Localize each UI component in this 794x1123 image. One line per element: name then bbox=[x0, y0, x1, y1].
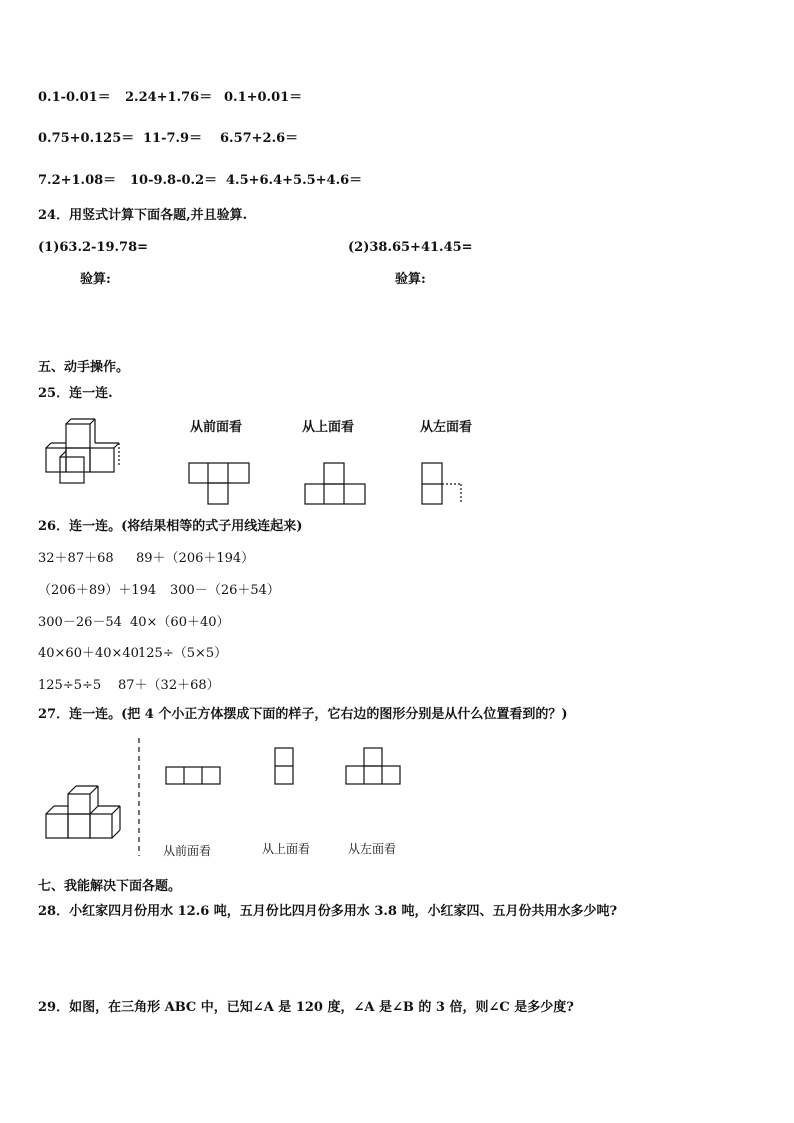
section-7-heading: 七、我能解决下面各题。 bbox=[38, 879, 182, 894]
q27-label-top: 从上面看 bbox=[262, 842, 311, 856]
q25-label-left: 从左面看 bbox=[420, 420, 473, 435]
q26-expr-left-1: 32＋87＋68 bbox=[38, 551, 114, 566]
section-5-heading: 五、动手操作。 bbox=[38, 360, 130, 375]
q25-label-front: 从前面看 bbox=[190, 420, 243, 435]
q26-expr-right-5: 87＋（32＋68） bbox=[118, 678, 220, 693]
expr-3-3: 4.5+6.4+5.5+4.6＝ bbox=[226, 173, 363, 188]
q26-expr-left-3: 300－26－54 bbox=[38, 615, 122, 630]
q27-view-two-stacked bbox=[274, 747, 296, 787]
q26-expr-left-5: 125÷5÷5 bbox=[38, 678, 102, 693]
q26-expr-left-4: 40×60＋40×40 bbox=[38, 646, 139, 661]
question-24-title: 24．用竖式计算下面各题,并且验算. bbox=[38, 208, 248, 223]
expr-3-1: 7.2+1.08＝ bbox=[38, 173, 117, 188]
q25-label-top: 从上面看 bbox=[302, 420, 355, 435]
q26-expr-left-2: （206＋89）＋194 bbox=[38, 583, 157, 598]
q27-view-three-squares bbox=[165, 766, 223, 786]
question-24-part2: (2)38.65+41.45= bbox=[348, 240, 473, 255]
q25-view-top bbox=[304, 462, 368, 506]
cube-figure-27 bbox=[44, 782, 124, 844]
q26-expr-right-3: 40×（60＋40） bbox=[130, 615, 230, 630]
expr-1-3: 0.1+0.01＝ bbox=[224, 90, 303, 105]
q27-view-t-shape bbox=[345, 747, 403, 787]
expr-2-3: 6.57+2.6＝ bbox=[220, 131, 299, 146]
question-27-title: 27．连一连。(把 4 个小正方体摆成下面的样子，它右边的图形分别是从什么位置看到的？) bbox=[38, 707, 568, 722]
check-label-2: 验算: bbox=[395, 272, 426, 287]
expr-3-2: 10-9.8-0.2＝ bbox=[130, 173, 218, 188]
divider-dashed-line bbox=[137, 738, 141, 858]
cube-figure-25 bbox=[40, 415, 130, 495]
q26-expr-right-4: 125÷（5×5） bbox=[138, 646, 228, 661]
q25-view-front bbox=[188, 462, 252, 506]
expr-1-2: 2.24+1.76＝ bbox=[125, 90, 213, 105]
question-29: 29．如图，在三角形 ABC 中，已知∠A 是 120 度，∠A 是∠B 的 3 倍，则∠C 是多少度? bbox=[38, 1000, 574, 1015]
check-label-1: 验算: bbox=[80, 272, 111, 287]
expr-2-1: 0.75+0.125＝ bbox=[38, 131, 135, 146]
question-25-title: 25．连一连. bbox=[38, 386, 113, 401]
q26-expr-right-2: 300－（26＋54） bbox=[170, 583, 280, 598]
question-26-title: 26．连一连。(将结果相等的式子用线连起来) bbox=[38, 519, 303, 534]
q27-label-left: 从左面看 bbox=[348, 842, 397, 856]
question-28: 28．小红家四月份用水 12.6 吨，五月份比四月份多用水 3.8 吨，小红家四、五月份共用水多少吨? bbox=[38, 904, 618, 919]
expr-2-2: 11-7.9＝ bbox=[143, 131, 203, 146]
q26-expr-right-1: 89＋（206＋194） bbox=[136, 551, 255, 566]
q27-label-front: 从前面看 bbox=[163, 844, 212, 858]
q25-view-left bbox=[421, 462, 465, 506]
expr-1-1: 0.1-0.01＝ bbox=[38, 90, 111, 105]
question-24-part1: (1)63.2-19.78= bbox=[38, 240, 149, 255]
